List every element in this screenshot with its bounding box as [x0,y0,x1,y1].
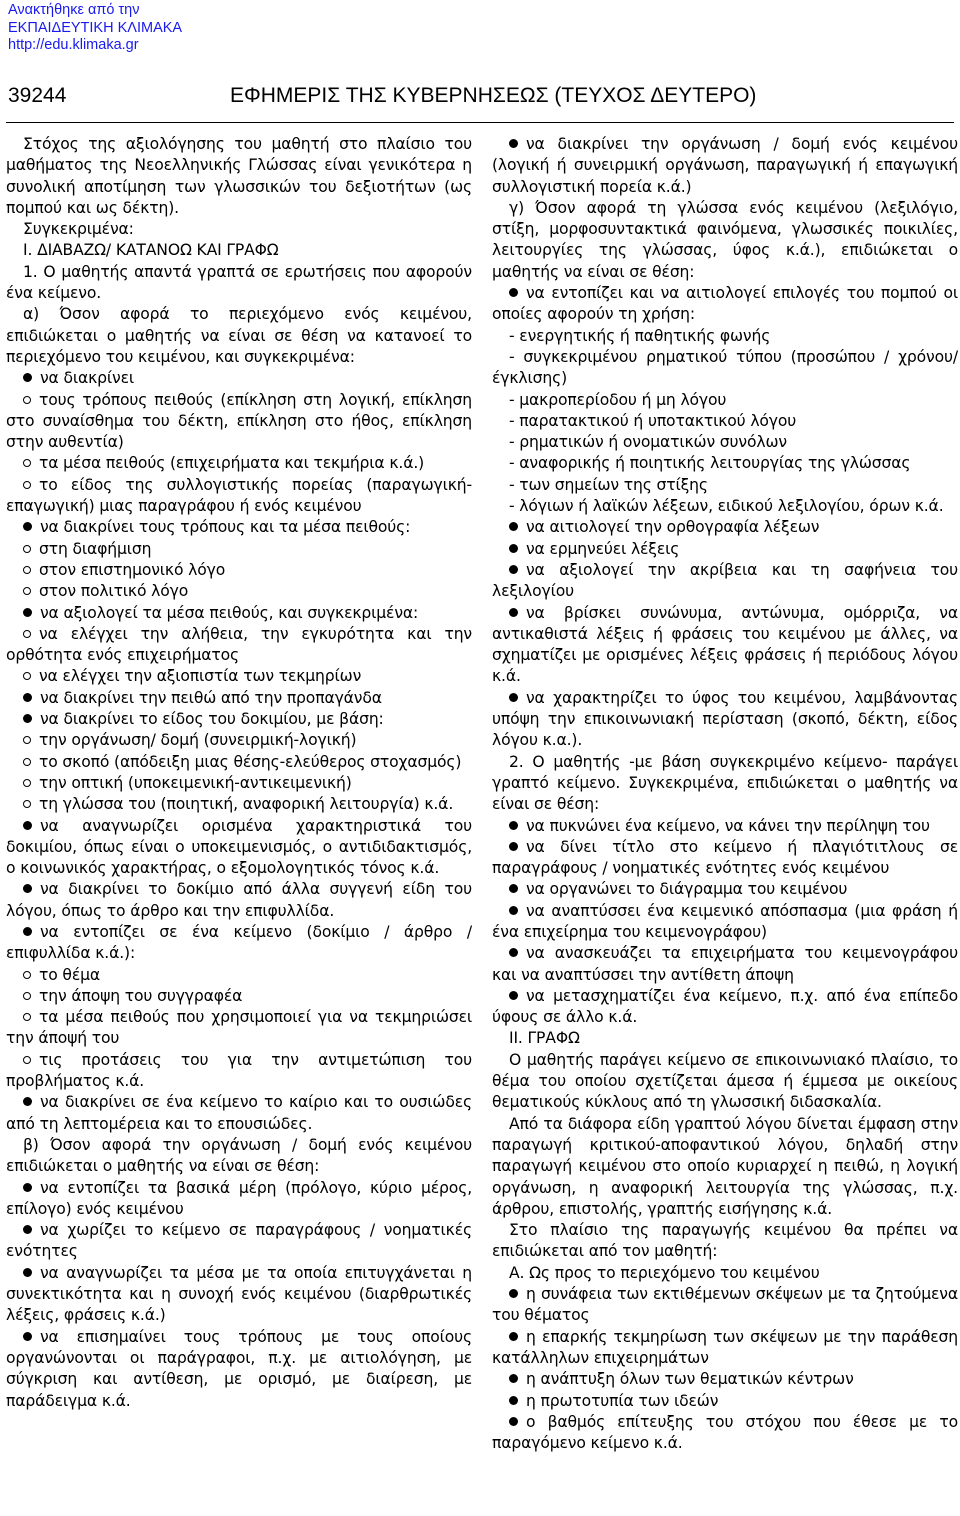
bullet-icon [23,373,32,382]
paragraph-text: - λόγιων ή λαϊκών λέξεων, ειδικού λεξιλογίου, όρων κ.ά. [509,497,944,516]
sub-bullet-item [6,1007,472,1050]
paragraph-text: η συνάφεια των εκτιθέμενων σκέψεων με τα ζητούμενα του θέματος [492,1285,958,1325]
paragraph-text: την οπτική (υποκειμενική-αντικειμενική) [39,773,352,792]
paragraph-text: - συγκεκριμένου ρηματικού τύπου (προσώπου / χρόνου/ έγκλισης) [492,347,958,388]
circle-bullet-icon [23,566,31,574]
paragraph [492,1114,958,1220]
paragraph [6,262,472,305]
bullet-icon [23,927,32,936]
bullet-icon [509,693,518,702]
paragraph-text: γ) Όσον αφορά τη γλώσσα ενός κειμένου (λεξιλόγιο, στίξη, μορφοσυντακτικά φαινόμενα, γλωσσικές ποικιλίες, λειτουργίες της γλώσσας, ύφος κ.ά.), επιδιώκεται ο μαθητής να είναι σε θέση: [492,198,958,281]
bullet-item [492,837,958,880]
circle-bullet-icon [23,992,31,1000]
paragraph-text: να μετασχηματίζει ένα κείμενο, π.χ. από ένα επίπεδο ύφους σε άλλο κ.ά. [492,986,958,1027]
paragraph-text: να αναπτύσσει ένα κειμενικό απόσπασμα (μια φράση ή ένα επιχείρημα του κειμενογράφου) [492,901,958,941]
page-title: ΕΦΗΜΕΡΙΣ ΤΗΣ ΚΥΒΕΡΝΗΣΕΩΣ (ΤΕΥΧΟΣ ΔΕΥΤΕΡΟ) [230,84,757,107]
bullet-item [492,1284,958,1327]
paragraph-text: να ελέγχει την αλήθεια, την εγκυρότητα και την ορθότητα ενός επιχειρήματος [6,624,472,665]
paragraph-text: να αναγνωρίζει τα μέσα με τα οποία επιτυγχάνεται η συνεκτικότητα και η συνοχή ενός κειμένου (διαρθρωτικές λέξεις, φράσεις κ.ά.) [6,1263,472,1325]
paragraph-text: τα μέσα πειθούς (επιχειρήματα και τεκμήρια κ.ά.) [39,454,425,473]
paragraph-text: β) Όσον αφορά την οργάνωση / δομή ενός κειμένου επιδιώκεται ο μαθητής να είναι σε θέση: [6,1135,472,1176]
page-number: 39244 [8,84,67,107]
bullet-item [6,879,472,922]
paragraph-text: να βρίσκει συνώνυμα, αντώνυμα, ομόρριζα, να αντικαθιστά λέξεις ή φράσεις του κειμένου με άλλες, να σχηματίζει με ορισμένες λέξεις φράσεις ή περιόδους λόγου κ.ά. [492,603,958,686]
bullet-icon [509,1417,518,1426]
bullet-item [6,816,472,880]
dash-item [492,347,958,390]
sub-bullet-item [6,1050,472,1093]
paragraph-text: ο βαθμός επίτευξης του στόχου που έθεσε με το παραγόμενο κείμενο κ.ά. [492,1412,958,1453]
paragraph-text: να διακρίνει το δοκίμιο από άλλα συγγενή είδη του λόγου, όπως το άρθρο και την επιφυλλίδα. [6,880,472,920]
paragraph-text: να ελέγχει την αξιοπιστία των τεκμηρίων [39,667,362,686]
paragraph-text: να αναγνωρίζει ορισμένα χαρακτηριστικά του δοκιμίου, όπως είναι ο υποκειμενισμός, ο αντιδιδακτισμός, ο κοινωνικός χαρακτήρας, ο εξομολογητικός τόνος κ.ά. [6,816,472,878]
paragraph [492,198,958,283]
paragraph-text: να αξιολογεί την ακρίβεια και τη σαφήνεια του λεξιλογίου [492,560,958,601]
paragraph-text: να διακρίνει [40,369,135,388]
circle-bullet-icon [23,545,31,553]
paragraph-text: να πυκνώνει ένα κείμενο, να κάνει την περίληψη του [526,816,930,835]
bullet-item [6,688,472,709]
paragraph-text: η επαρκής τεκμηρίωση των σκέψεων με την παράθεση κατάλληλων επιχειρημάτων [492,1327,958,1367]
paragraph-text: ΙΙ. ΓΡΑΦΩ [509,1029,580,1048]
bullet-icon [23,1097,32,1106]
bullet-icon [23,1183,32,1192]
paragraph-text: Από τα διάφορα είδη γραπτού λόγου δίνεται έμφαση στην παραγωγή κριτικού-αποφαντικού λόγου, δηλαδή στην παραγωγή κειμένου στο οποίο κυριαρχεί η πειθώ, η λογική οργάνωση, η αναφορική λειτουργία της γλώσσας, π.χ. άρθρου, επιστολής, γραπτής εισήγησης κ.ά. [492,1114,958,1218]
dash-item [492,496,958,517]
paragraph-text: στον επιστημονικό λόγο [39,560,226,579]
circle-bullet-icon [23,672,31,680]
bullet-icon [509,991,518,1000]
bullet-icon [509,1374,518,1383]
paragraph-text: το είδος της συλλογιστικής πορείας (παραγωγική-επαγωγική) μιας παραγράφου ή ενός κειμένου [6,475,472,516]
dash-item [492,475,958,496]
paragraph-text: να οργανώνει το διάγραμμα του κειμένου [526,880,848,899]
dash-item [492,453,958,474]
paragraph [492,1263,958,1284]
sub-bullet-item [6,986,472,1007]
bullet-item [6,922,472,965]
paragraph-text: Συγκεκριμένα: [23,220,134,239]
paragraph [6,1135,472,1178]
paragraph-text: Στο πλαίσιο της παραγωγής κειμένου θα πρέπει να επιδιώκεται από τον μαθητή: [492,1221,958,1261]
paragraph-text: να χαρακτηρίζει το ύφος του κειμένου, λαμβάνοντας υπόψη την επικοινωνιακή περίσταση (σκοπό, δέκτη, είδος λόγου κ.α.). [492,688,958,750]
right-column [492,134,958,1454]
sub-bullet-item [6,965,472,986]
circle-bullet-icon [23,971,31,979]
bullet-icon [509,522,518,531]
paragraph-text: 2. Ο μαθητής -με βάση συγκεκριμένο κείμενο- παράγει γραπτό κείμενο. Συγκεκριμένα, επιδιώκεται ο μαθητής να είναι σε θέση: [492,752,958,814]
paragraph-text: την άποψη του συγγραφέα [39,986,243,1005]
paragraph-text: Ο μαθητής παράγει κείμενο σε επικοινωνιακό πλαίσιο, το θέμα του οποίου σχετίζεται άμεσα ή έμμεσα με οικείους θεματικούς κύκλους από τη γλωσσική διδασκαλία. [492,1050,958,1112]
left-column [6,134,472,1412]
sub-bullet-item [6,475,472,518]
bullet-item [6,709,472,730]
bullet-icon [509,884,518,893]
circle-bullet-icon [23,630,31,638]
paragraph-text: την οργάνωση/ δομή (συνειρμική-λογική) [39,731,357,750]
header-rule [6,122,954,123]
paragraph-text: να διακρίνει τους τρόπους και τα μέσα πειθούς: [40,518,411,537]
sub-bullet-item [6,624,472,667]
sub-bullet-item [6,581,472,602]
bullet-item [6,517,472,538]
paragraph-text: Α. Ως προς το περιεχόμενο του κειμένου [509,1263,820,1282]
bullet-item [492,688,958,752]
sub-bullet-item [6,453,472,474]
circle-bullet-icon [23,779,31,787]
bullet-icon [509,608,518,617]
bullet-icon [509,1289,518,1298]
paragraph-text: - ρηματικών ή ονοματικών συνόλων [509,433,787,452]
sub-bullet-item [6,390,472,454]
dash-item [492,390,958,411]
bullet-item [492,517,958,538]
bullet-item [492,560,958,603]
bullet-item [492,603,958,688]
bullet-item [492,816,958,837]
paragraph-text: - αναφορικής ή ποιητικής λειτουργίας της γλώσσας [509,454,911,473]
bullet-item [492,986,958,1029]
paragraph-text: - ενεργητικής ή παθητικής φωνής [509,326,771,345]
bullet-icon [23,1332,32,1341]
paragraph-text: να διακρίνει σε ένα κείμενο το καίριο και το ουσιώδες από τη λεπτομέρεια και το επουσιώδες. [6,1093,472,1133]
paragraph-text: τους τρόπους πειθούς (επίκληση στη λογική, επίκληση στο συναίσθημα του δέκτη, επίκληση στο ήθος, επίκληση στην αυθεντία) [6,390,472,452]
paragraph [6,219,472,240]
paragraph-text: να εντοπίζει και να αιτιολογεί επιλογές του πομπού οι οποίες αφορούν τη χρήση: [492,284,958,324]
paragraph [492,1028,958,1049]
bullet-item [492,901,958,944]
bullet-item [6,1178,472,1221]
paragraph-text: - μακροπερίοδου ή μη λόγου [509,390,727,409]
bullet-icon [509,565,518,574]
sub-bullet-item [6,730,472,751]
paragraph-text: τη γλώσσα του (ποιητική, αναφορική λειτουργία) κ.ά. [39,795,454,814]
bullet-icon [23,884,32,893]
bullet-icon [509,288,518,297]
circle-bullet-icon [23,736,31,744]
bullet-icon [23,714,32,723]
paragraph-text: Ι. ΔΙΑΒΑΖΩ/ ΚΑΤΑΝΟΩ ΚΑΙ ΓΡΑΦΩ [23,241,279,260]
page-header [0,84,960,114]
paragraph-text: η ανάπτυξη όλων των θεματικών κέντρων [526,1370,854,1389]
bullet-item [492,1327,958,1370]
paragraph-text: να εντοπίζει τα βασικά μέρη (πρόλογο, κύριο μέρος, επίλογο) ενός κειμένου [6,1178,472,1218]
bullet-icon [23,1268,32,1277]
bullet-icon [23,522,32,531]
sub-bullet-item [6,666,472,687]
paragraph-text: η πρωτοτυπία των ιδεών [526,1391,719,1410]
bullet-icon [23,1225,32,1234]
circle-bullet-icon [23,1013,31,1021]
source-line: ΕΚΠΑΙΔΕΥΤΙΚΗ ΚΛΙΜΑΚΑ [8,19,183,36]
bullet-icon [23,693,32,702]
bullet-item [6,1327,472,1412]
bullet-icon [509,1332,518,1341]
dash-item [492,432,958,453]
bullet-icon [509,948,518,957]
paragraph-text: να ερμηνεύει λέξεις [526,539,680,558]
bullet-item [492,539,958,560]
bullet-item [492,283,958,326]
circle-bullet-icon [23,481,31,489]
source-link[interactable]: http://edu.klimaka.gr [8,37,139,53]
paragraph-text: να αιτιολογεί την ορθογραφία λέξεων [526,518,820,537]
sub-bullet-item [6,752,472,773]
bullet-icon [509,821,518,830]
bullet-icon [509,906,518,915]
dash-item [492,411,958,432]
bullet-item [492,1412,958,1455]
bullet-item [492,1369,958,1390]
bullet-item [492,134,958,198]
bullet-icon [509,544,518,553]
paragraph-text: να διακρίνει την οργάνωση / δομή ενός κειμένου (λογική ή συνειρμική οργάνωση, παραγωγική ή επαγωγική συλλογιστική πορεία κ.ά.) [492,135,958,196]
circle-bullet-icon [23,758,31,766]
bullet-item [492,1391,958,1412]
paragraph [6,134,472,219]
paragraph-text: το θέμα [39,965,101,984]
paragraph-text: στον πολιτικό λόγο [39,582,189,601]
bullet-icon [23,608,32,617]
paragraph-text: να διακρίνει την πειθώ από την προπαγάνδα [40,688,382,707]
paragraph-text: να χωρίζει το κείμενο σε παραγράφους / νοηματικές ενότητες [6,1221,472,1261]
paragraph-text: 1. Ο μαθητής απαντά γραπτά σε ερωτήσεις που αφορούν ένα κείμενο. [6,262,472,303]
bullet-item [6,368,472,389]
paragraph [492,1050,958,1114]
paragraph [6,304,472,368]
paragraph-text: τις προτάσεις του για την αντιμετώπιση του προβλήματος κ.ά. [6,1050,472,1091]
circle-bullet-icon [23,800,31,808]
bullet-item [6,603,472,624]
paragraph-text: να επισημαίνει τους τρόπους με τους οποίους οργανώνονται οι παράγραφοι, π.χ. με αιτιολόγηση, με σύγκριση και αντίθεση, με ορισμό, με διαίρεση, με παράδειγμα κ.ά. [6,1327,472,1410]
bullet-icon [509,1396,518,1405]
sub-bullet-item [6,773,472,794]
paragraph-text: να διακρίνει το είδος του δοκιμίου, με βάση: [40,710,384,729]
paragraph [492,1220,958,1263]
sub-bullet-item [6,560,472,581]
sub-bullet-item [6,794,472,815]
paragraph-text: τα μέσα πειθούς που χρησιμοποιεί για να τεκμηριώσει την άποψή του [6,1008,472,1048]
bullet-item [492,879,958,900]
sub-bullet-item [6,539,472,560]
paragraph-text: α) Όσον αφορά το περιεχόμενο ενός κειμένου, επιδιώκεται ο μαθητής να είναι σε θέση να κατανοεί το περιεχόμενο του κειμένου, και συγκεκριμένα: [6,305,472,366]
paragraph [6,240,472,261]
paragraph-text: - παρατακτικού ή υποτακτικού λόγου [509,411,797,430]
bullet-item [6,1092,472,1135]
paragraph-text: να δίνει τίτλο στο κείμενο ή πλαγιότιτλους σε παραγράφους / νοηματικές ενότητες ενός κειμένου [492,837,958,878]
bullet-item [492,943,958,986]
paragraph [492,752,958,816]
paragraph-text: να ανασκευάζει τα επιχειρήματα του κειμενογράφου και να αναπτύσσει την αντίθετη άποψη [492,944,958,984]
source-line: Ανακτήθηκε από την [8,2,140,18]
source-stamp [8,2,182,55]
paragraph-text: στη διαφήμιση [39,539,152,558]
dash-item [492,326,958,347]
bullet-icon [23,821,32,830]
circle-bullet-icon [23,459,31,467]
paragraph-text: να αξιολογεί τα μέσα πειθούς, και συγκεκριμένα: [40,603,419,622]
bullet-icon [509,139,518,148]
circle-bullet-icon [23,396,31,404]
circle-bullet-icon [23,587,31,595]
circle-bullet-icon [23,1056,31,1064]
bullet-item [6,1263,472,1327]
paragraph-text: το σκοπό (απόδειξη μιας θέσης-ελεύθερος στοχασμός) [39,752,462,771]
paragraph-text: Στόχος της αξιολόγησης του μαθητή στο πλαίσιο του μαθήματος της Νεοελληνικής Γλώσσας είναι γενικότερα η συνολική αποτίμηση των γλωσσικών του δεξιοτήτων (ως πομπού και ως δέκτη). [6,135,472,217]
paragraph-text: - των σημείων της στίξης [509,475,708,494]
bullet-icon [509,842,518,851]
paragraph-text: να εντοπίζει σε ένα κείμενο (δοκίμιο / άρθρο / επιφυλλίδα κ.ά.): [6,922,472,963]
bullet-item [6,1220,472,1263]
